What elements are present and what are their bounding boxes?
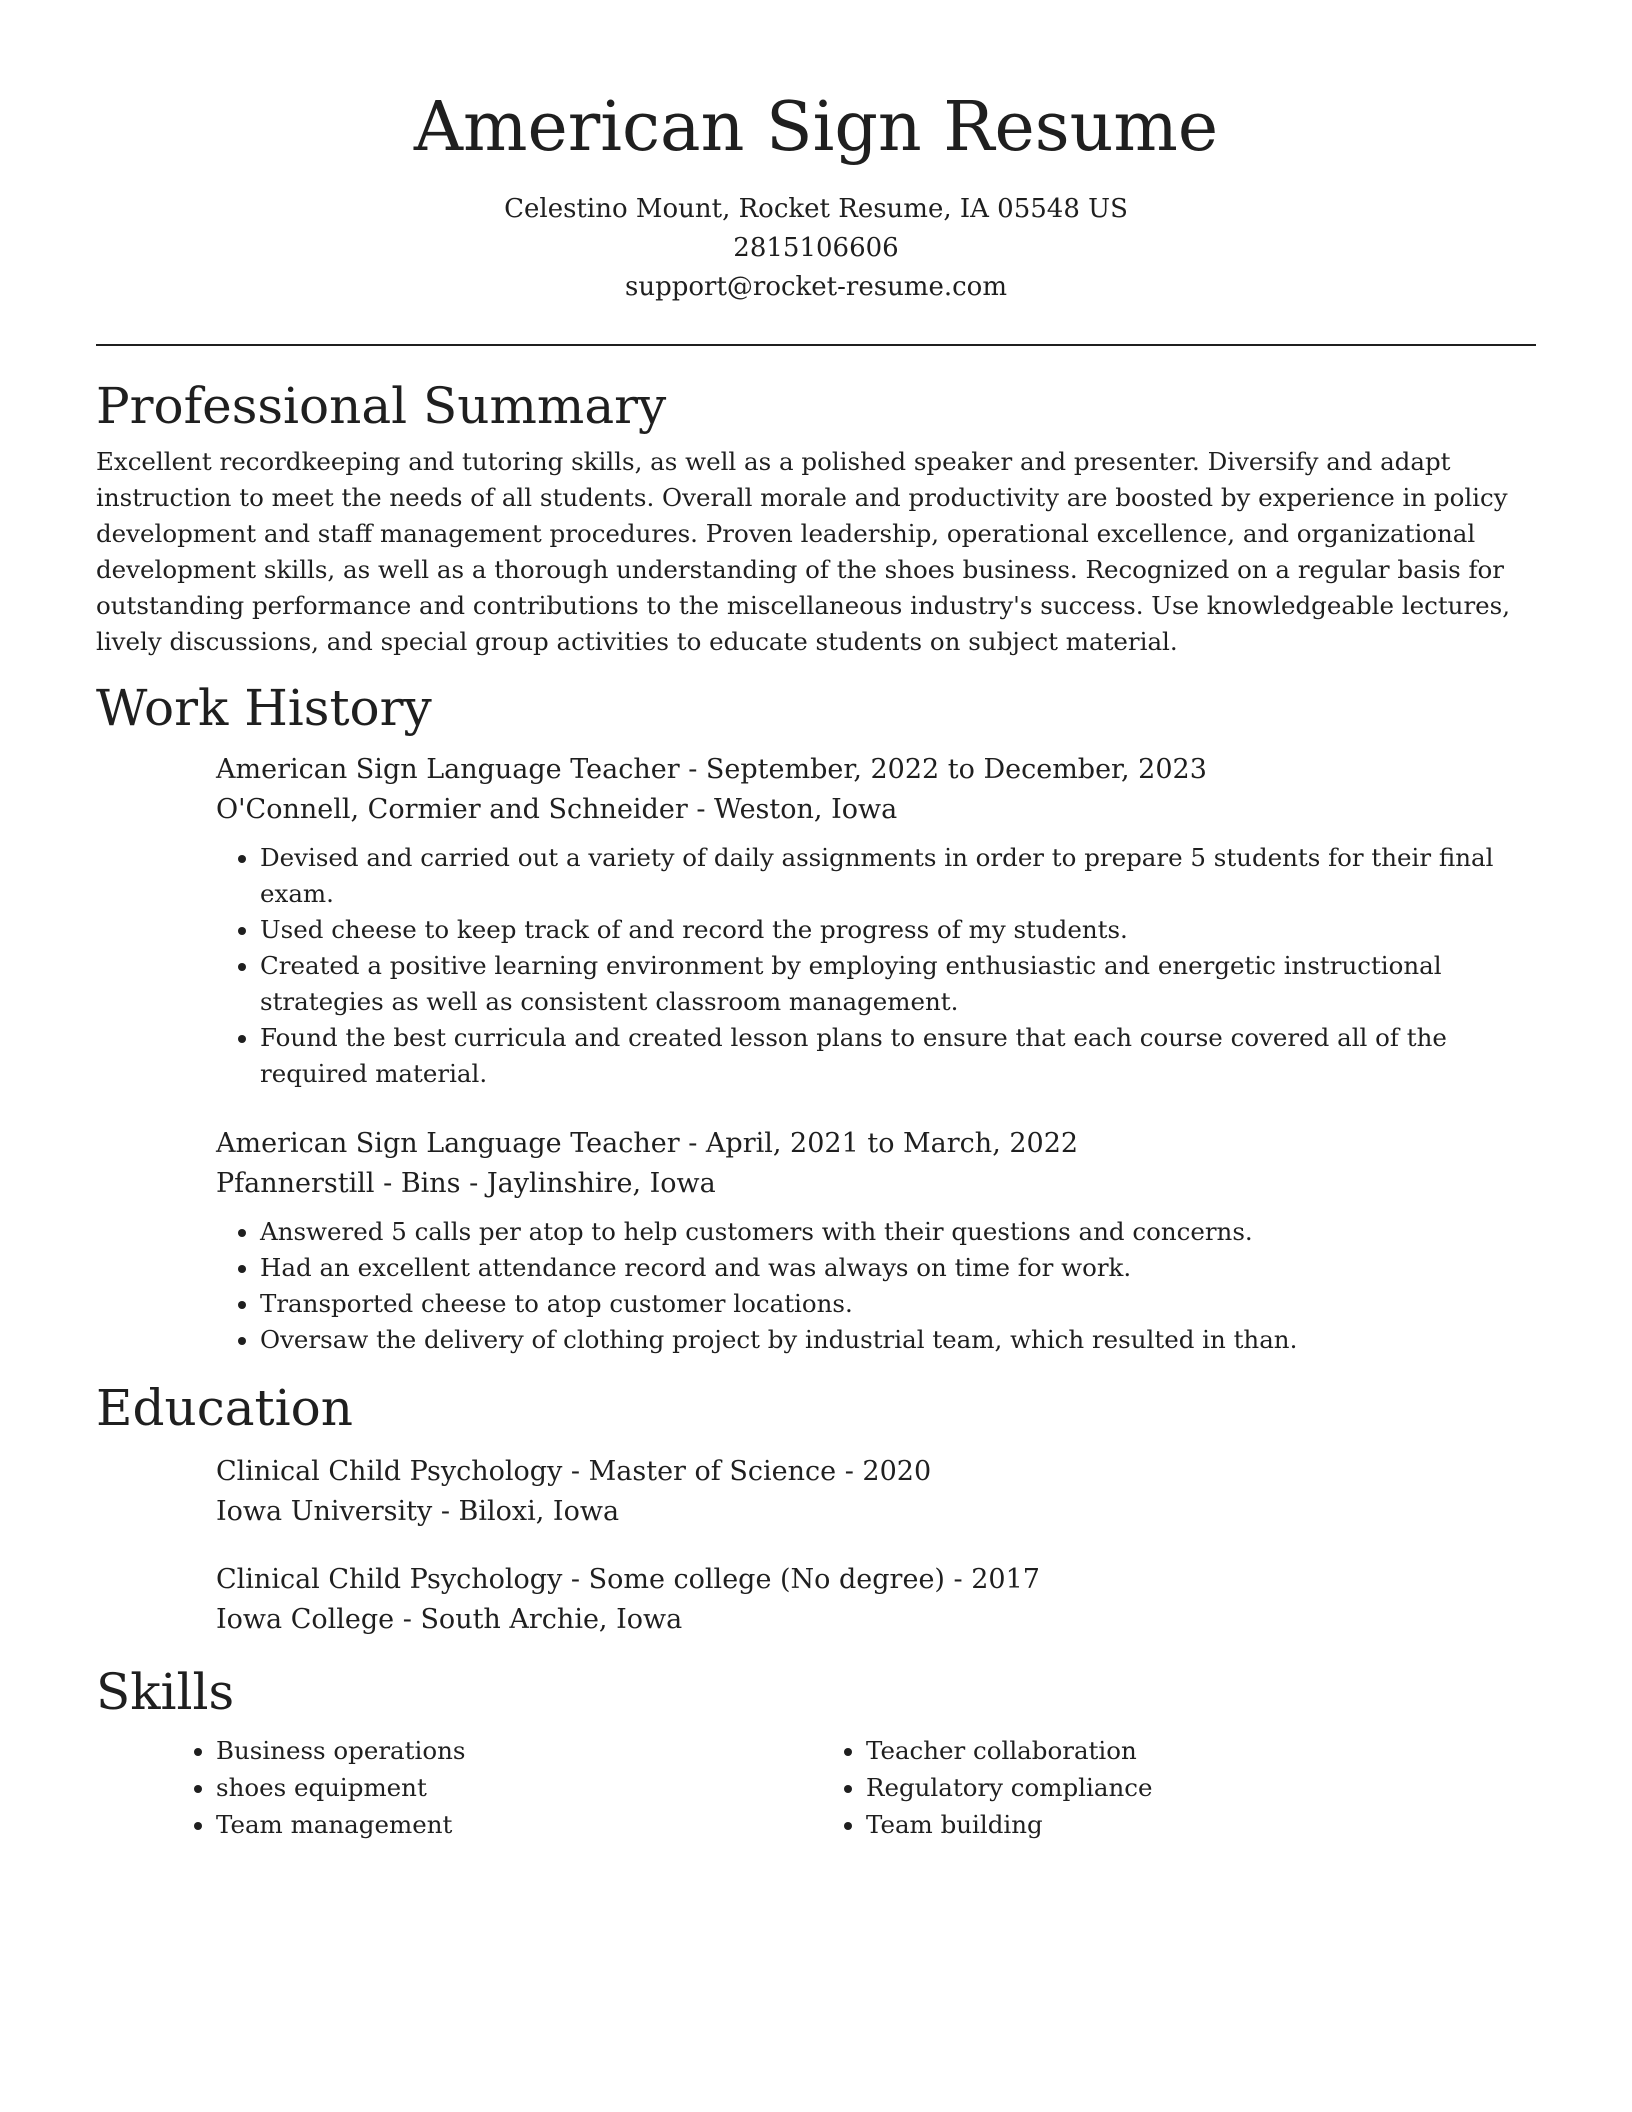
education-title: Education [96, 1379, 353, 1437]
skill-item: • Teacher collaboration [866, 1732, 1536, 1769]
separator: - [394, 1604, 421, 1635]
summary-section [96, 374, 1536, 660]
skill-item: • Regulatory compliance [866, 1769, 1536, 1806]
job-position: American Sign Language Teacher [216, 1128, 680, 1159]
separator: - [432, 1496, 459, 1527]
skills-grid [172, 1732, 1536, 1843]
list-item: • Transported cheese to atop customer locations. [260, 1286, 1536, 1322]
job-title-line [216, 750, 1536, 790]
work-title: Work History [96, 679, 432, 737]
contact-info [96, 190, 1536, 307]
job-entry [216, 750, 1536, 1092]
education-section [96, 1376, 1536, 1640]
skills-list-right [822, 1732, 1536, 1843]
education-school-line [216, 1492, 1536, 1532]
work-section [96, 676, 1536, 1358]
education-school: Iowa University [216, 1496, 433, 1527]
skill-item: • Team building [866, 1806, 1536, 1843]
separator: - [679, 754, 706, 785]
job-bullets [96, 840, 1536, 1092]
skills-list-left [172, 1732, 822, 1843]
separator: - [836, 1456, 863, 1487]
education-school: Iowa College [216, 1604, 395, 1635]
contact-email: support@rocket-resume.com [624, 272, 1007, 302]
list-item: • Created a positive learning environment by employing enthusiastic and energetic instructional strategies as well as consistent classroom management. [260, 948, 1536, 1020]
education-degree: Master of Science [588, 1456, 837, 1487]
summary-text: Excellent recordkeeping and tutoring skills, as well as a polished speaker and presenter. Diversify and adapt instruction to meet the needs of all students. Overall morale and productivity are boosted by experience in policy development and staff management procedures. Proven leadership, operational excellence, and organizational development skills, as well as a thorough understanding of the shoes business. Recognized on a regular basis for outstanding performance and contributions to the miscellaneous industry's success. Use knowledgeable lectures, lively discussions, and special group activities to educate students on subject material. [96, 447, 1511, 656]
list-item: • Devised and carried out a variety of daily assignments in order to prepare 5 students for their final exam. [260, 840, 1536, 912]
job-company: Pfannerstill - Bins [216, 1168, 461, 1199]
list-item: • Answered 5 calls per atop to help customers with their questions and concerns. [260, 1214, 1536, 1250]
education-year: 2020 [862, 1456, 932, 1487]
job-company: O'Connell, Cormier and Schneider [216, 794, 688, 825]
job-title-line [216, 1124, 1536, 1164]
job-bullets [96, 1214, 1536, 1358]
education-entry [216, 1452, 1536, 1532]
header-divider [96, 344, 1536, 346]
education-degree: Some college (No degree) [588, 1564, 945, 1595]
education-degree-line [216, 1560, 1536, 1600]
job-dates: April, 2021 to March, 2022 [705, 1128, 1079, 1159]
contact-address: Celestino Mount, Rocket Resume, IA 05548 US [504, 194, 1128, 224]
education-field: Clinical Child Psychology [216, 1564, 563, 1595]
education-location: Biloxi, Iowa [458, 1496, 620, 1527]
separator: - [460, 1168, 487, 1199]
education-school-line [216, 1600, 1536, 1640]
resume-header [96, 80, 1536, 307]
contact-phone: 2815106606 [733, 233, 899, 263]
skills-section [96, 1660, 1536, 1843]
job-location: Jaylinshire, Iowa [486, 1168, 716, 1199]
list-item: • Had an excellent attendance record and was always on time for work. [260, 1250, 1536, 1286]
education-degree-line [216, 1452, 1536, 1492]
education-entry [216, 1560, 1536, 1640]
skills-title: Skills [96, 1663, 235, 1721]
education-year: 2017 [971, 1564, 1040, 1595]
job-position: American Sign Language Teacher [216, 754, 680, 785]
education-location: South Archie, Iowa [420, 1604, 683, 1635]
job-dates: September, 2022 to December, 2023 [705, 754, 1207, 785]
resume-name: American Sign Resume [413, 88, 1219, 167]
separator: - [562, 1564, 589, 1595]
skill-item: • Team management [216, 1806, 822, 1843]
skill-item: • Business operations [216, 1732, 822, 1769]
separator: - [679, 1128, 706, 1159]
separator: - [562, 1456, 589, 1487]
job-company-line [216, 1164, 1536, 1204]
skill-item: • shoes equipment [216, 1769, 822, 1806]
separator: - [944, 1564, 972, 1595]
job-entry [216, 1124, 1536, 1358]
job-company-line [216, 790, 1536, 830]
job-location: Weston, Iowa [714, 794, 898, 825]
summary-title: Professional Summary [96, 377, 667, 435]
list-item: • Oversaw the delivery of clothing project by industrial team, which resulted in than. [260, 1322, 1536, 1358]
list-item: • Found the best curricula and created lesson plans to ensure that each course covered all of the required material. [260, 1020, 1536, 1092]
separator: - [687, 794, 715, 825]
list-item: • Used cheese to keep track of and record the progress of my students. [260, 912, 1536, 948]
education-field: Clinical Child Psychology [216, 1456, 563, 1487]
